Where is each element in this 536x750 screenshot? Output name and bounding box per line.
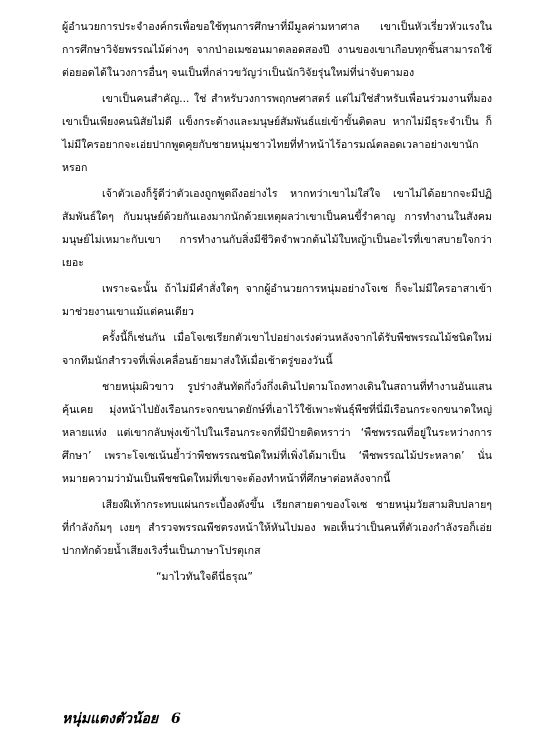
dialogue-line: “มาไวทันใจดีนี่ธรุณ” — [156, 571, 253, 583]
paragraph: เพราะฉะนั้น ถ้าไม่มีคำสั่งใดๆ จากผู้อำนวยการหนุ่มอย่างโจเซ ก็จะไม่มีใครอาสาเข้ามาช่วยงานเขาแม้แต่คนเดียว — [62, 283, 492, 318]
page-number: 6 — [171, 711, 181, 727]
page-footer — [62, 708, 181, 730]
paragraph: ครั้งนี้ก็เช่นกัน เมื่อโจเซเรียกตัวเขาไปอย่างเร่งด่วนหลังจากได้รับพืชพรรณไม้ชนิดใหม่จากทีมนักสำรวจที่เพิ่งเคลื่อนย้ายมาส่งให้เมื่อเช้าตรู่ของวันนี้ — [62, 332, 492, 367]
paragraph: ผู้อำนวยการประจำองค์กรเพื่อขอใช้ทุนการศึกษาที่มีมูลค่ามหาศาล เขาเป็นหัวเรี่ยวหัวแรงในการศึกษาวิจัยพรรณไม้ต่างๆ จากป่าอเมซอนมาตลอดสองปี งานของเขาเกือบทุกชิ้นสามารถใช้ต่อยอดได้ในวงการอื่นๆ จนเป็นที่กล่าวขวัญว่าเป็นนักวิจัยรุ่นใหม่ที่น่าจับตามอง — [62, 21, 492, 79]
paragraph: เสียงฝีเท้ากระทบแผ่นกระเบื้องดังขึ้น เรียกสายตาของโจเซ ชายหนุ่มวัยสามสิบปลายๆ ที่กำลังก้มๆ เงยๆ สำรวจพรรณพืชตรงหน้าให้หันไปมอง พอเห็นว่าเป็นคนที่ตัวเองกำลังรอก็เอ่ยปากทักด้วยน้ำเสียงเริงรื่นเป็นภาษาโปรตุเกส — [62, 499, 492, 557]
paragraph: ชายหนุ่มผิวขาว รูปร่างสันทัดกึ่งวิ่งกึ่งเดินไปตามโถงทางเดินในสถานที่ทำงานอันแสนคุ้นเคย มุ่งหน้าไปยังเรือนกระจกขนาดยักษ์ที่เอาไว้ใช้เพาะพันธุ์พืชที่นี่มีเรือนกระจกขนาดใหญ่หลายแห่ง แต่เขากลับพุ่งเข้าไปในเรือนกระจกที่มีป้ายติดหราว่า ‘พืชพรรณที่อยู่ในระหว่างการศึกษา’ เพราะโจเซเน้นย้ำว่าพืชพรรณชนิดใหม่ที่เพิ่งได้มาเป็น ‘พืชพรรณไม้ประหลาด’ นั่นหมายความว่ามันเป็นพืชชนิดใหม่ที่เขาจะต้องทำหน้าที่ศึกษาต่อหลังจากนี้ — [62, 381, 492, 485]
paragraph: เขาเป็นคนสำคัญ... ใช่ สำหรับวงการพฤกษศาสตร์ แต่ไม่ใช่สำหรับเพื่อนร่วมงานที่มองเขาเป็นเพียงคนนิสัยไม่ดี แข็งกระด้างและมนุษย์สัมพันธ์แย่เข้าขั้นติดลบ หากไม่มีธุระจำเป็น ก็ไม่มีใครอยากจะเอ่ยปากพูดคุยกับชายหนุ่มชาวไทยที่ทำหน้าไร้อารมณ์ตลอดเวลาอย่างเขานักหรอก — [62, 93, 492, 174]
body-text — [62, 16, 492, 592]
paragraph: เจ้าตัวเองก็รู้ดีว่าตัวเองถูกพูดถึงอย่างไร หากทว่าเขาไม่ใส่ใจ เขาไม่ได้อยากจะมีปฏิสัมพันธ์ใดๆ กับมนุษย์ด้วยกันเองมากนักด้วยเหตุผลว่าเขาเป็นคนขี้รำคาญ การทำงานในสังคมมนุษย์ไม่เหมาะกับเขา การทำงานกับสิ่งมีชีวิตจำพวกต้นไม้ใบหญ้าเป็นอะไรที่เขาสบายใจกว่าเยอะ — [62, 188, 492, 269]
book-title: หนุ่มแตงตัวน้อย — [62, 711, 159, 727]
